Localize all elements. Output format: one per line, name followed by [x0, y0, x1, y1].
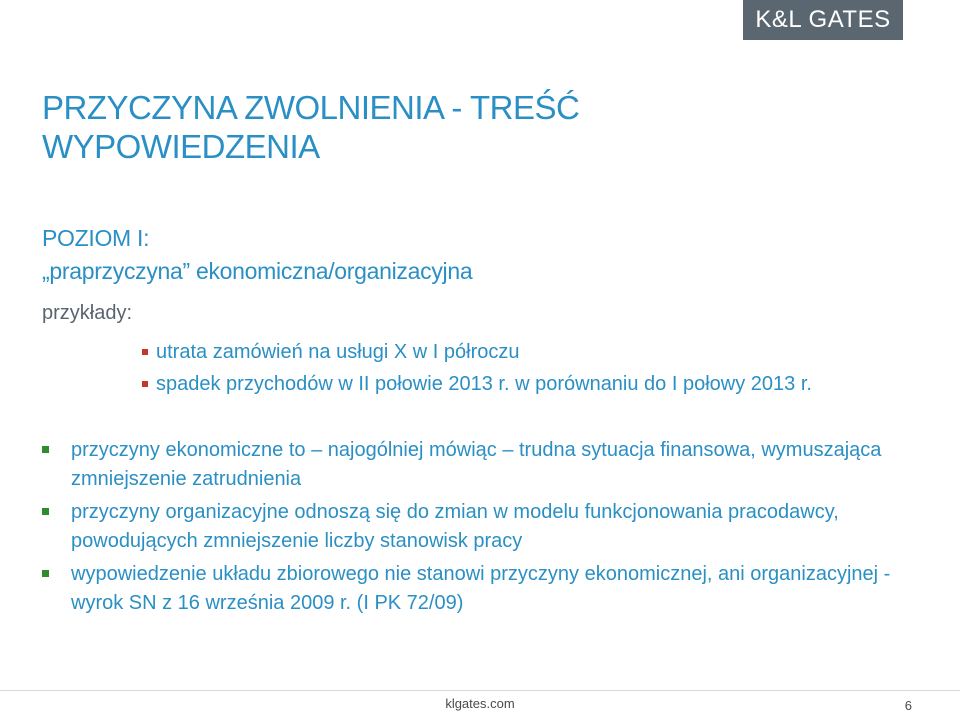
- example-item: [142, 336, 812, 368]
- examples-label: przykłady:: [42, 302, 133, 324]
- klgates-logo: K&L GATES: [743, 0, 903, 40]
- footer-divider: [0, 690, 960, 691]
- point-text: wypowiedzenie układu zbiorowego nie stanowi przyczyny ekonomicznej, ani organizacyjnej - wyrok SN z 16 września 2009 r. (I PK 72/09): [71, 563, 891, 614]
- footer-website: klgates.com: [445, 696, 515, 711]
- example-text: spadek przychodów w II połowie 2013 r. w porównaniu do I połowy 2013 r.: [156, 372, 812, 395]
- examples-list: [142, 336, 812, 400]
- level-subtitle: „praprzyczyna” ekonomiczna/organizacyjna: [42, 258, 473, 284]
- point-item: [42, 436, 922, 494]
- example-text: utrata zamówień na usługi X w I półroczu: [156, 340, 520, 363]
- level-label: POZIOM I:: [42, 225, 150, 251]
- square-bullet-icon: [142, 381, 148, 387]
- point-text: przyczyny ekonomiczne to – najogólniej mówiąc – trudna sytuacja finansowa, wymuszająca zmniejszenie zatrudnienia: [71, 439, 882, 490]
- square-bullet-icon: [42, 570, 49, 577]
- point-item: [42, 498, 922, 556]
- square-bullet-icon: [42, 508, 49, 515]
- square-bullet-icon: [42, 446, 49, 453]
- slide-title: PRZYCZYNA ZWOLNIENIA - TREŚĆ WYPOWIEDZENIA: [42, 89, 580, 165]
- square-bullet-icon: [142, 349, 148, 355]
- page-number: 6: [904, 698, 912, 713]
- example-item: [142, 368, 812, 400]
- level-heading: [42, 222, 472, 288]
- point-item: [42, 560, 922, 618]
- points-list: [42, 436, 922, 622]
- point-text: przyczyny organizacyjne odnoszą się do zmian w modelu funkcjonowania pracodawcy, powodujących zmniejszenie liczby stanowisk pracy: [71, 501, 839, 552]
